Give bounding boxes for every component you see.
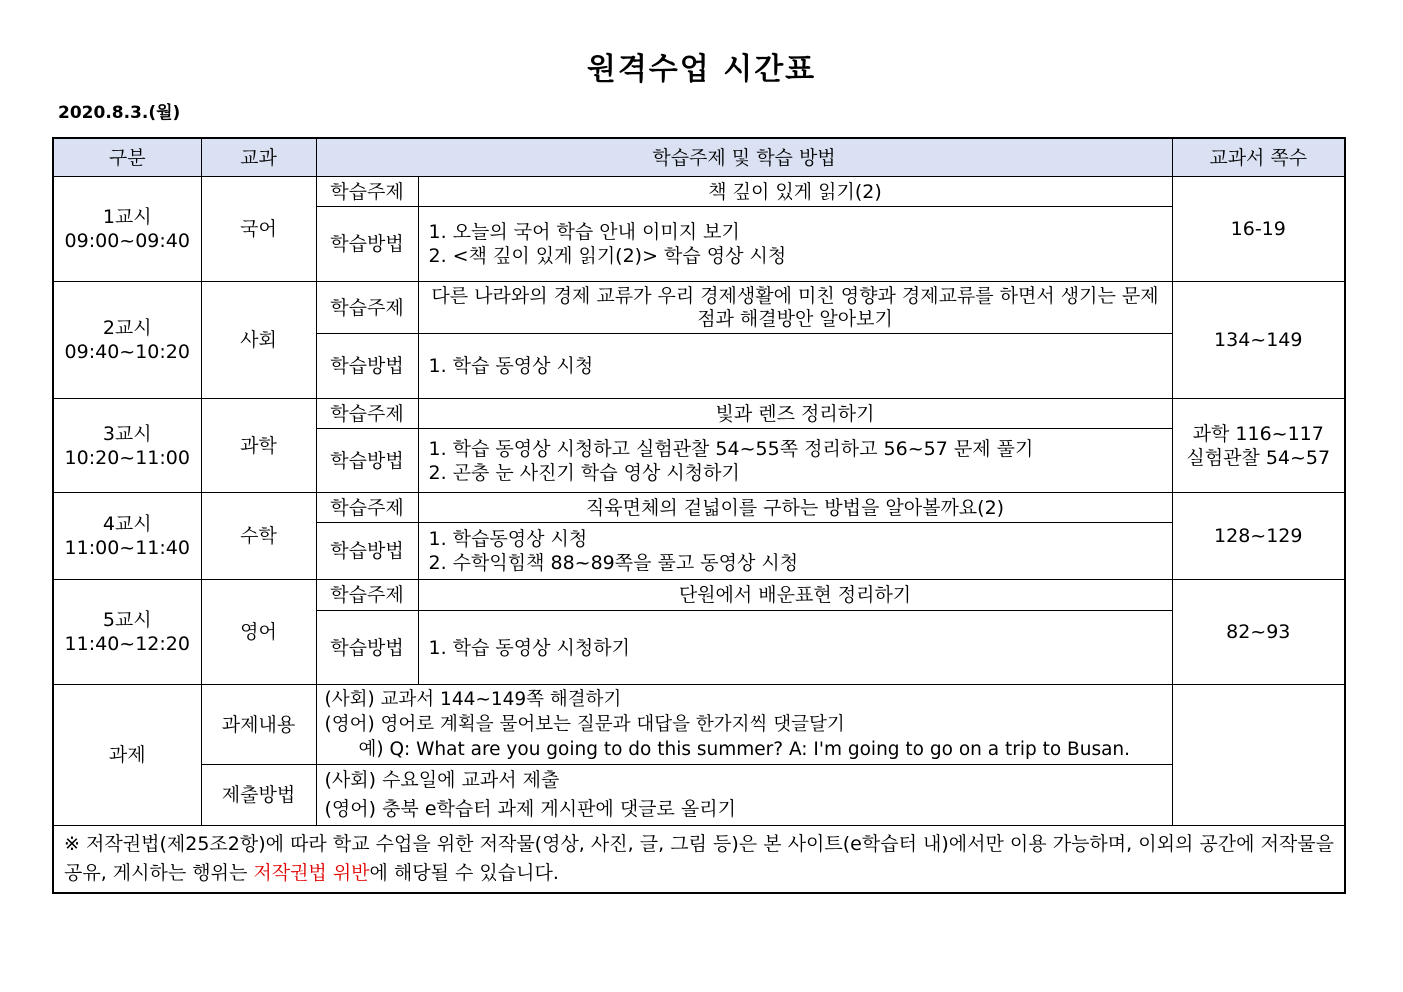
homework-content — [316, 685, 1172, 765]
period-1-pages: 16-19 — [1172, 177, 1345, 282]
period-1-method-2: 2. <책 깊이 있게 읽기(2)> 학습 영상 시청 — [428, 245, 787, 267]
period-5-pages: 82~93 — [1172, 580, 1345, 685]
homework-submit-label: 제출방법 — [201, 765, 316, 826]
period-2-method-1: 1. 학습 동영상 시청 — [428, 355, 594, 377]
period-1-subject: 국어 — [201, 177, 316, 282]
homework-submit-2: (영어) 충북 e학습터 과제 게시판에 댓글로 올리기 — [324, 798, 736, 820]
period-1-time: 09:00~09:40 — [64, 230, 190, 252]
period-4-pages: 128~129 — [1172, 493, 1345, 580]
period-3-pages-2: 실험관찰 54~57 — [1186, 446, 1331, 469]
period-2-label: 2교시 — [102, 317, 152, 339]
topic-label: 학습주제 — [316, 399, 418, 429]
date-label: 2020.8.3.(월) — [58, 103, 181, 123]
period-5-topic-row — [53, 580, 1345, 611]
method-label: 학습방법 — [316, 523, 418, 580]
period-4-cell — [53, 493, 201, 580]
page-title: 원격수업 시간표 — [586, 52, 817, 87]
homework-label: 과제 — [53, 685, 201, 826]
period-2-topic-row — [53, 282, 1345, 334]
period-4-topic-row — [53, 493, 1345, 523]
period-3-pages: 과학 116~117 — [1192, 422, 1324, 445]
period-4-method-2: 2. 수학익힘책 88~89쪽을 풀고 동영상 시청 — [428, 552, 799, 574]
header-subject: 교과 — [201, 138, 316, 177]
period-5-cell — [53, 580, 201, 685]
period-3-method-1: 1. 학습 동영상 시청하고 실험관찰 54~55쪽 정리하고 56~57 문제 풀기 — [428, 437, 1034, 460]
period-2-subject: 사회 — [201, 282, 316, 399]
method-label: 학습방법 — [316, 429, 418, 493]
notice-row — [53, 826, 1345, 894]
period-2-time: 09:40~10:20 — [64, 341, 190, 363]
period-3-subject: 과학 — [201, 399, 316, 493]
period-1-method-1: 1. 오늘의 국어 학습 안내 이미지 보기 — [428, 221, 740, 243]
period-2-topic: 다른 나라와의 경제 교류가 우리 경제생활에 미친 영향과 경제교류를 하면서 생기는 문제점과 해결방안 알아보기 — [418, 282, 1172, 334]
period-5-methods — [418, 611, 1172, 685]
homework-submit-1: (사회) 수요일에 교과서 제출 — [324, 769, 560, 791]
method-label: 학습방법 — [316, 611, 418, 685]
homework-content-label: 과제내용 — [201, 685, 316, 765]
homework-content-1: (사회) 교과서 144~149쪽 해결하기 — [324, 689, 622, 710]
period-5-time: 11:40~12:20 — [64, 633, 190, 655]
period-5-topic: 단원에서 배운표현 정리하기 — [418, 580, 1172, 611]
notice-highlight: 저작권법 위반 — [253, 862, 370, 884]
period-4-time: 11:00~11:40 — [64, 537, 190, 559]
period-4-label: 4교시 — [102, 513, 152, 535]
period-1-topic: 책 깊이 있게 읽기(2) — [418, 177, 1172, 207]
period-5-label: 5교시 — [102, 609, 152, 631]
homework-content-row — [53, 685, 1345, 765]
homework-submit-row — [53, 765, 1345, 826]
period-3-topic-row — [53, 399, 1345, 429]
period-4-topic: 직육면체의 겉넓이를 구하는 방법을 알아볼까요(2) — [418, 493, 1172, 523]
homework-content-2: (영어) 영어로 계획을 물어보는 질문과 대답을 한가지씩 댓글달기 — [324, 714, 845, 735]
topic-label: 학습주제 — [316, 580, 418, 611]
period-4-methods — [418, 523, 1172, 580]
period-3-cell — [53, 399, 201, 493]
period-1-topic-row — [53, 177, 1345, 207]
topic-label: 학습주제 — [316, 493, 418, 523]
method-label: 학습방법 — [316, 207, 418, 282]
period-3-label: 3교시 — [102, 422, 152, 445]
topic-label: 학습주제 — [316, 282, 418, 334]
header-topic-method: 학습주제 및 학습 방법 — [316, 138, 1172, 177]
period-2-methods — [418, 334, 1172, 399]
topic-label: 학습주제 — [316, 177, 418, 207]
period-5-subject: 영어 — [201, 580, 316, 685]
period-3-method-2: 2. 곤충 눈 사진기 학습 영상 시청하기 — [428, 461, 740, 484]
period-3-time: 10:20~11:00 — [64, 446, 190, 469]
period-4-method-1: 1. 학습동영상 시청 — [428, 528, 588, 550]
timetable — [52, 137, 1346, 894]
period-1-methods — [418, 207, 1172, 282]
period-1-label: 1교시 — [102, 206, 152, 228]
homework-submit — [316, 765, 1172, 826]
period-5-method-1: 1. 학습 동영상 시청하기 — [428, 636, 630, 659]
header-category: 구분 — [53, 138, 201, 177]
period-3-topic: 빛과 렌즈 정리하기 — [418, 399, 1172, 429]
notice-text-before: ※ 저작권법(제25조2항)에 따라 학교 수업을 위한 저작물(영상, 사진, 글, 그림 등)은 본 사이트(e학습터 내)에서만 이용 가능하며, 이외의 공간에 저작물을 공유, 게시하는 행위는 — [64, 833, 1334, 884]
period-4-subject: 수학 — [201, 493, 316, 580]
period-3-pages-cell — [1172, 399, 1345, 493]
period-2-pages: 134~149 — [1172, 282, 1345, 399]
method-label: 학습방법 — [316, 334, 418, 399]
header-pages: 교과서 쪽수 — [1172, 138, 1345, 177]
period-3-methods — [418, 429, 1172, 493]
homework-content-3: 예) Q: What are you going to do this summer? A: I'm going to go on a trip to Busan. — [358, 739, 1131, 760]
period-1-cell — [53, 177, 201, 282]
homework-pages-empty — [1172, 685, 1345, 826]
header-row — [53, 138, 1345, 177]
period-2-cell — [53, 282, 201, 399]
notice-text-after: 에 해당될 수 있습니다. — [369, 862, 559, 884]
copyright-notice — [53, 826, 1345, 894]
